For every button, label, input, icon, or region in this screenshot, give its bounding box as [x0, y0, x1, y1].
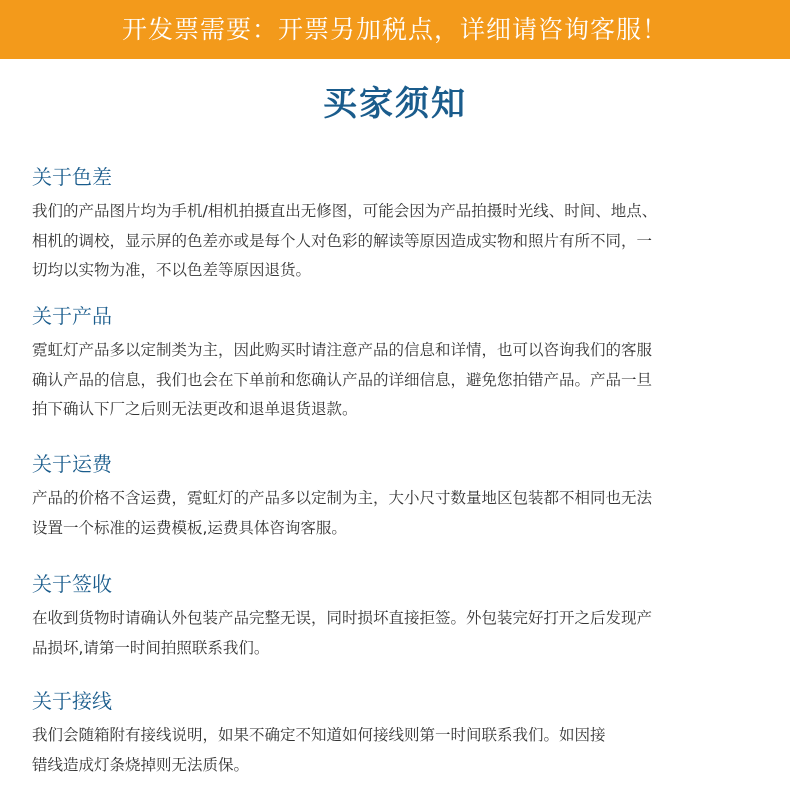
body-line: 品损坏,请第一时间拍照联系我们。 — [32, 638, 270, 657]
body-line: 产品的价格不含运费，霓虹灯的产品多以定制为主，大小尺寸数量地区包装都不相同也无法 — [32, 489, 653, 507]
section-heading: 关于签收 — [32, 572, 112, 596]
section-body — [32, 721, 772, 780]
body-line: 拍下确认下厂之后则无法更改和退单退货退款。 — [32, 400, 358, 418]
page-title: 买家须知 — [323, 84, 467, 124]
body-line: 相机的调校，显示屏的色差亦或是每个人对色彩的解读等原因造成实物和照片有所不同，一 — [32, 231, 653, 250]
section-heading: 关于运费 — [32, 452, 112, 476]
body-line: 设置一个标准的运费模板,运费具体咨询客服。 — [32, 518, 347, 537]
section-shipping — [32, 450, 772, 543]
section-body — [32, 197, 772, 286]
body-line: 错线造成灯条烧掉则无法质保。 — [32, 755, 250, 774]
section-heading: 关于接线 — [32, 689, 112, 713]
invoice-notice-text: 开发票需要：开票另加税点，详细请咨询客服！ — [121, 15, 668, 44]
section-receipt — [32, 570, 772, 663]
body-line: 霓虹灯产品多以定制类为主，因此购买时请注意产品的信息和详情，也可以咨询我们的客服 — [32, 341, 653, 359]
section-body — [32, 604, 772, 663]
section-heading: 关于色差 — [32, 165, 112, 189]
body-line: 我们会随箱附有接线说明，如果不确定不知道如何接线则第一时间联系我们。如因接 — [32, 726, 606, 744]
section-body — [32, 484, 772, 543]
body-line: 在收到货物时请确认外包装产品完整无误，同时损坏直接拒签。外包装完好打开之后发现产 — [32, 609, 653, 627]
section-heading: 关于产品 — [32, 304, 112, 328]
body-line: 我们的产品图片均为手机/相机拍摄直出无修图，可能会因为产品拍摄时光线、时间、地点、 — [32, 202, 658, 220]
body-line: 确认产品的信息，我们也会在下单前和您确认产品的详细信息，避免您拍错产品。产品一旦 — [32, 370, 653, 389]
section-body — [32, 336, 772, 425]
body-line: 切均以实物为准，不以色差等原因退货。 — [32, 261, 312, 279]
section-product — [32, 302, 772, 425]
invoice-notice-banner — [0, 0, 790, 59]
section-wiring — [32, 687, 772, 780]
section-color-difference — [32, 163, 772, 286]
